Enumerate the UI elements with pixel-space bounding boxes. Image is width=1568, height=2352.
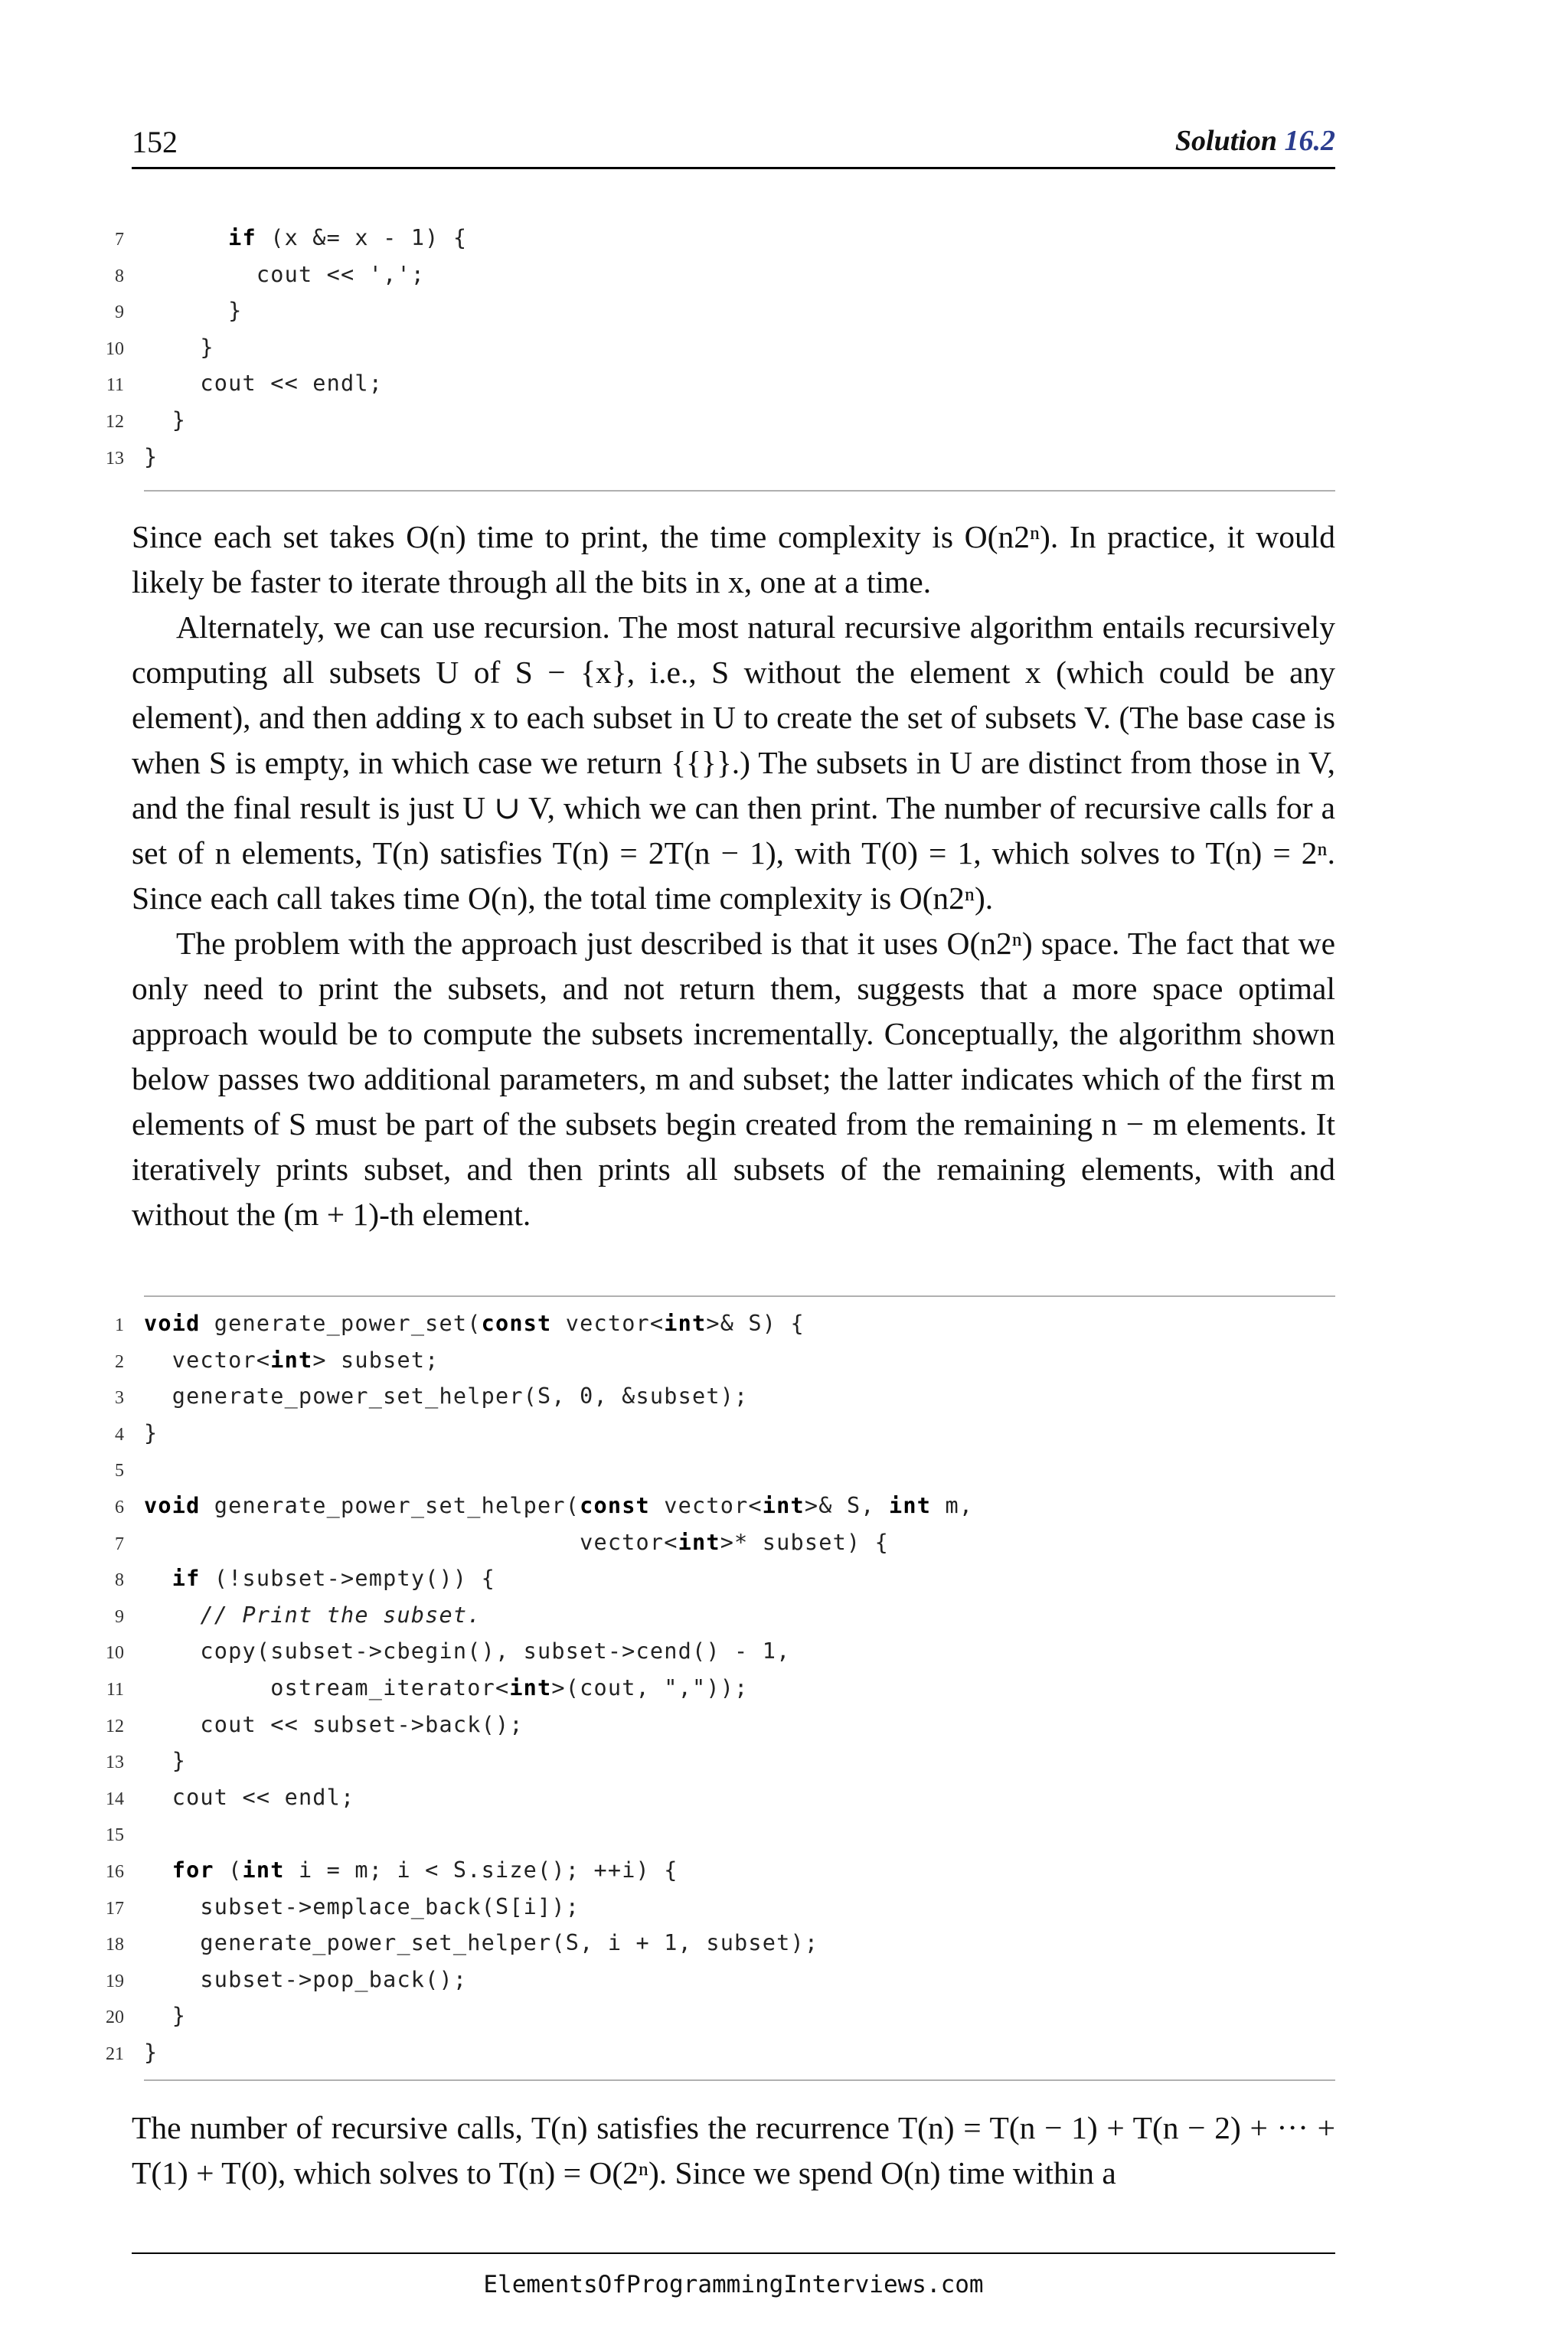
code-line [92, 295, 1335, 332]
code-line [92, 2000, 1335, 2037]
code-line [92, 404, 1335, 441]
line-number: 8 [115, 266, 124, 286]
code-listing-bottom-rule-2 [144, 2079, 1335, 2081]
line-number: 14 [106, 1788, 124, 1809]
line-number: 9 [115, 302, 124, 323]
paragraph: The problem with the approach just described is that it uses O(n2ⁿ) space. The fact that we only need to print the subsets, and not return them, suggests that a more space optimal approach would be to compute the subsets incrementally. Conceptually, the algorithm shown below passes two additional parameters, m and subset; the latter indicates which of the first m elements of S must be part of the subsets begin created from the remaining n − m elements. It iteratively prints subset, and then prints all subsets of the remaining elements, with and without the (m + 1)-th element. [132, 926, 1335, 1232]
code-line [92, 1672, 1335, 1709]
code-text: cout << endl; [144, 1784, 355, 1810]
code-line [92, 1782, 1335, 1818]
code-text: if (x &= x - 1) { [228, 225, 468, 250]
code-text: cout << ','; [144, 261, 426, 287]
line-number: 13 [106, 448, 124, 469]
line-number: 3 [115, 1388, 124, 1409]
code-line [92, 368, 1335, 404]
code-line [92, 1527, 1335, 1563]
line-number: 17 [106, 1898, 124, 1919]
code-line [92, 1927, 1335, 1964]
code-text: } [144, 2039, 158, 2065]
line-number: 4 [115, 1424, 124, 1445]
line-number: 16 [106, 1861, 124, 1882]
line-number: 10 [106, 338, 124, 359]
code-line [92, 2037, 1335, 2073]
line-number: 11 [106, 375, 124, 396]
line-number: 6 [115, 1497, 124, 1517]
code-text: generate_power_set_helper(S, i + 1, subset); [144, 1930, 819, 1956]
code-line [92, 1380, 1335, 1417]
code-text: void generate_power_set(const vector<int>& S) { [144, 1311, 805, 1336]
code-text: } [144, 298, 243, 324]
code-text: subset->pop_back(); [144, 1966, 468, 1992]
code-text: cout << endl; [144, 371, 384, 397]
code-line [92, 332, 1335, 368]
code-line [92, 441, 1335, 478]
body-text-continued [132, 2105, 1335, 2196]
line-number: 19 [106, 1971, 124, 1991]
paragraph: Since each set takes O(n) time to print, the time complexity is O(n2ⁿ). In practice, it would likely be faster to iterate through all the bits in x, one at a time. [132, 519, 1335, 599]
code-line [92, 1599, 1335, 1636]
code-text: } [144, 1419, 158, 1446]
code-line [92, 1344, 1335, 1381]
code-line [92, 1308, 1335, 1344]
line-number: 8 [115, 1570, 124, 1591]
line-number: 13 [106, 1753, 124, 1773]
code-text: } [144, 1748, 187, 1774]
header-rule [132, 167, 1335, 169]
code-line [92, 1490, 1335, 1527]
code-line [92, 1635, 1335, 1672]
code-text: vector<int>* subset) { [144, 1529, 890, 1555]
line-number: 20 [106, 2007, 124, 2028]
line-number: 5 [115, 1461, 124, 1481]
code-text: } [144, 334, 214, 360]
line-number: 9 [115, 1606, 124, 1627]
code-text: } [144, 2003, 187, 2029]
running-head [1175, 124, 1335, 158]
code-line [92, 1563, 1335, 1599]
line-number: 15 [106, 1825, 124, 1846]
line-number: 18 [106, 1935, 124, 1955]
code-line [92, 1964, 1335, 2001]
page-header [132, 124, 1335, 170]
line-number: 7 [115, 1534, 124, 1554]
code-text: cout << subset->back(); [144, 1711, 524, 1737]
line-number: 11 [106, 1679, 124, 1700]
code-listing-top-rule [144, 1295, 1335, 1297]
code-line [92, 259, 1335, 296]
footer-rule [132, 2252, 1335, 2254]
code-listing-continued [92, 222, 1335, 477]
code-line [92, 1854, 1335, 1891]
code-listing-bottom-rule [144, 490, 1335, 492]
code-listing-power-set [92, 1308, 1335, 2073]
line-number: 21 [106, 2043, 124, 2064]
code-text: ostream_iterator<int>(cout, ",")); [144, 1674, 749, 1700]
page-number: 152 [132, 125, 178, 159]
code-text: subset->emplace_back(S[i]); [144, 1893, 580, 1919]
code-text: copy(subset->cbegin(), subset->cend() - 1, [144, 1638, 791, 1664]
code-line [92, 1417, 1335, 1454]
code-line [92, 1891, 1335, 1928]
code-text: void generate_power_set_helper(const vector<int>& S, int m, [144, 1492, 974, 1518]
line-number: 10 [106, 1643, 124, 1664]
line-number: 7 [115, 230, 124, 250]
footer-site[interactable]: ElementsOfProgrammingInterviews.com [483, 2271, 984, 2298]
code-text: if (!subset->empty()) { [172, 1566, 495, 1592]
section-label: Solution [1174, 125, 1277, 157]
code-text: generate_power_set_helper(S, 0, &subset); [144, 1383, 749, 1410]
code-text: vector<int> subset; [144, 1347, 439, 1373]
paragraph: Alternately, we can use recursion. The most natural recursive algorithm entails recursively computing all subsets U of S − {x}, i.e., S without the element x (which could be any element), and then adding x to each subset in U to create the set of subsets V. (The base case is when S is empty, in which case we return {{}}.) The subsets in U are distinct from those in V, and the final result is just U ∪ V, which we can then print. The number of recursive calls for a set of n elements, T(n) satisfies T(n) = 2T(n − 1), with T(0) = 1, which solves to T(n) = 2ⁿ. Since each call takes time O(n), the total time complexity is O(n2ⁿ). [132, 609, 1335, 916]
body-text [132, 514, 1335, 1237]
code-text: } [144, 407, 187, 433]
section-ref-link[interactable]: 16.2 [1284, 125, 1335, 157]
line-number: 12 [106, 1716, 124, 1736]
code-line [92, 1453, 1335, 1490]
code-line [92, 1818, 1335, 1854]
line-number: 1 [115, 1315, 124, 1335]
line-number: 2 [115, 1351, 124, 1372]
code-line [92, 1745, 1335, 1782]
paragraph: The number of recursive calls, T(n) satisfies the recurrence T(n) = T(n − 1) + T(n − 2) + ··· + T(1) + T(0), which solves to T(n) = O(2ⁿ). Since we spend O(n) time within a [132, 2110, 1335, 2190]
line-number: 12 [106, 411, 124, 432]
code-line [92, 222, 1335, 259]
code-text: for (int i = m; i < S.size(); ++i) { [172, 1857, 678, 1883]
code-line [92, 1709, 1335, 1746]
code-text: // Print the subset. [200, 1602, 482, 1628]
code-text: } [144, 443, 158, 469]
